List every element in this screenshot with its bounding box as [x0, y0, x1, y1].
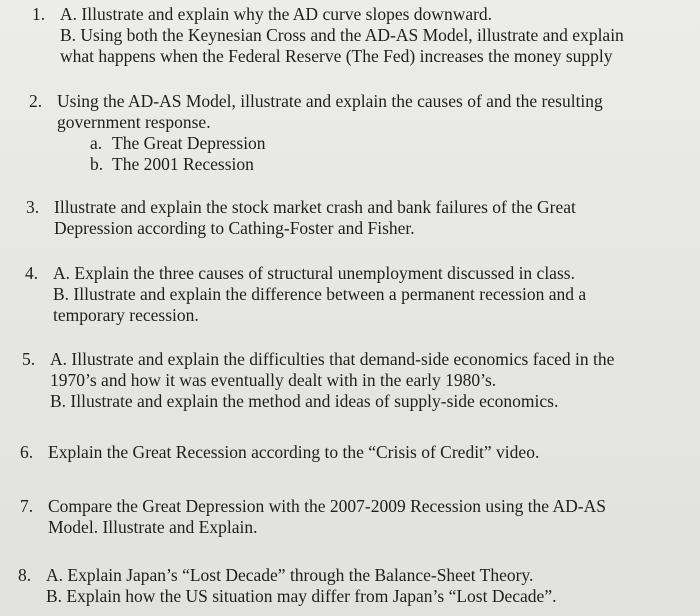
question-number: 6. [20, 442, 34, 462]
question-line: B. Explain how the US situation may differ from Japan’s “Lost Decade”. [46, 586, 557, 606]
question-line: A. Illustrate and explain why the AD curve slopes downward. [60, 4, 493, 24]
question-2 [29, 91, 603, 175]
question-line: Compare the Great Depression with the 2007-2009 Recession using the AD-AS [48, 496, 606, 516]
subitem-text: The Great Depression [112, 133, 266, 153]
question-number: 8. [18, 565, 32, 585]
question-line: A. Illustrate and explain the difficulties that demand-side economics faced in the [50, 349, 615, 369]
question-3 [26, 197, 576, 239]
question-number: 5. [22, 349, 36, 369]
subitem-list [57, 133, 603, 175]
question-line: Explain the Great Recession according to the “Crisis of Credit” video. [48, 442, 540, 462]
question-number: 4. [25, 263, 39, 283]
question-line: Model. Illustrate and Explain. [48, 517, 258, 537]
question-5 [22, 349, 615, 412]
question-line: A. Explain Japan’s “Lost Decade” through the Balance-Sheet Theory. [46, 565, 534, 585]
question-line: what happens when the Federal Reserve (The Fed) increases the money supply [60, 46, 613, 66]
question-line: A. Explain the three causes of structural unemployment discussed in class. [53, 263, 575, 283]
question-number: 3. [26, 197, 40, 217]
question-1 [32, 4, 624, 67]
subitem-text: The 2001 Recession [112, 154, 254, 174]
subitem-letter: b. [90, 154, 104, 174]
question-4 [25, 263, 587, 326]
question-line: B. Using both the Keynesian Cross and the AD-AS Model, illustrate and explain [60, 25, 624, 45]
question-line: B. Illustrate and explain the difference between a permanent recession and a [53, 284, 587, 304]
question-6 [20, 442, 540, 463]
subitem-letter: a. [90, 133, 103, 153]
question-number: 1. [32, 4, 46, 24]
question-line: Using the AD-AS Model, illustrate and explain the causes of and the resulting [57, 91, 603, 111]
question-number: 2. [29, 91, 43, 111]
subitem [90, 154, 603, 175]
question-number: 7. [20, 496, 34, 516]
question-line: temporary recession. [53, 305, 199, 325]
question-line: Depression according to Cathing-Foster and Fisher. [54, 218, 415, 238]
question-line: 1970’s and how it was eventually dealt with in the early 1980’s. [50, 370, 497, 390]
question-7 [20, 496, 606, 538]
question-line: Illustrate and explain the stock market crash and bank failures of the Great [54, 197, 576, 217]
question-8 [18, 565, 557, 607]
subitem [90, 133, 603, 154]
question-line: government response. [57, 112, 211, 132]
question-line: B. Illustrate and explain the method and ideas of supply-side economics. [50, 391, 559, 411]
